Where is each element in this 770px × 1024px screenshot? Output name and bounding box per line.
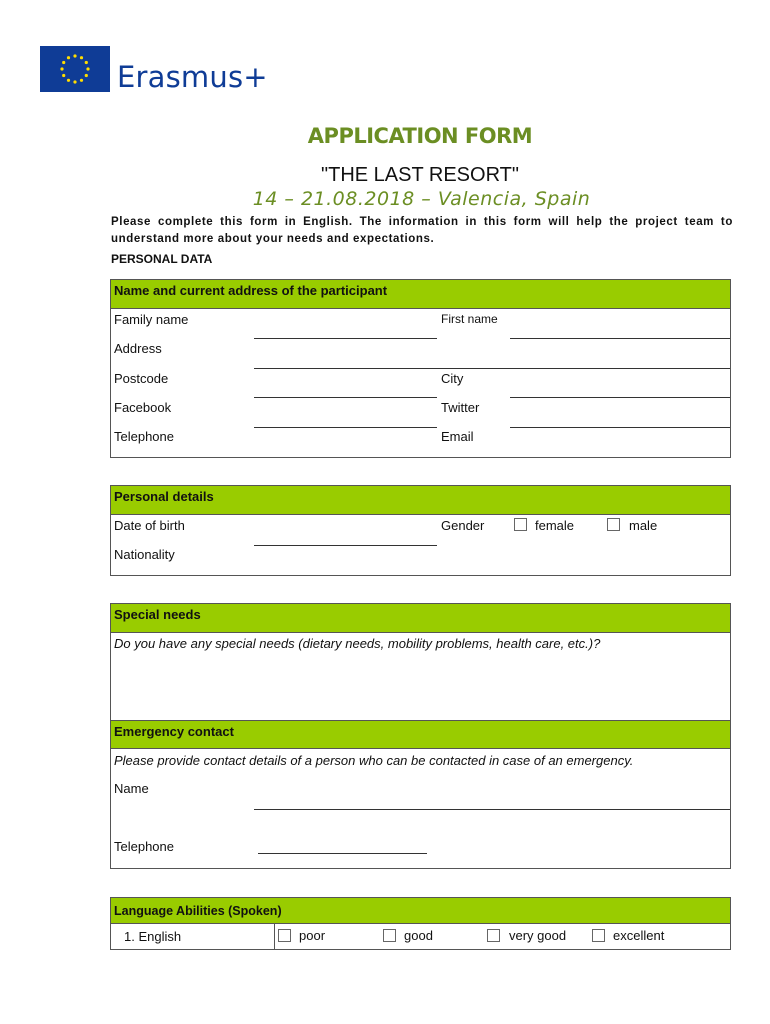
address-label: Address [114, 341, 162, 356]
email-label: Email [441, 429, 474, 444]
address-section [110, 279, 731, 458]
language-row [111, 924, 730, 949]
very-good-label: very good [509, 928, 567, 943]
male-label: male [629, 518, 658, 533]
emergency-contact-header: Emergency contact [111, 720, 730, 749]
language-section-header: Language Abilities (Spoken) [111, 898, 730, 924]
city-label: City [441, 371, 464, 386]
female-checkbox[interactable] [514, 518, 527, 531]
good-checkbox[interactable] [383, 929, 396, 942]
erasmus-logo [40, 46, 268, 94]
language-label: 1. English [124, 929, 182, 944]
excellent-checkbox[interactable] [592, 929, 605, 942]
date-of-birth-field[interactable] [254, 545, 437, 546]
good-label: good [404, 928, 433, 943]
twitter-field[interactable] [510, 427, 730, 428]
facebook-field[interactable] [254, 427, 437, 428]
emergency-instruction: Please provide contact details of a person who can be contacted in case of an emergency. [114, 753, 634, 768]
form-title: APPLICATION FORM [307, 124, 533, 148]
nationality-label: Nationality [114, 547, 175, 562]
excellent-label: excellent [613, 928, 665, 943]
personal-details-header: Personal details [111, 486, 730, 515]
emergency-telephone-label: Telephone [114, 839, 174, 854]
female-label: female [535, 518, 575, 533]
poor-label: poor [299, 928, 326, 943]
family-name-label: Family name [114, 312, 189, 327]
first-name-label: First name [441, 312, 498, 326]
male-checkbox[interactable] [607, 518, 620, 531]
city-field[interactable] [510, 397, 730, 398]
project-dates: 14 – 21.08.2018 – Valencia, Spain [252, 188, 591, 210]
twitter-label: Twitter [441, 400, 480, 415]
gender-label: Gender [441, 518, 485, 533]
personal-data-heading: PERSONAL DATA [111, 252, 213, 266]
poor-checkbox[interactable] [278, 929, 291, 942]
date-of-birth-label: Date of birth [114, 518, 185, 533]
language-section [110, 897, 731, 950]
eu-flag-icon [40, 46, 110, 92]
family-name-field[interactable] [254, 338, 437, 339]
postcode-field[interactable] [254, 397, 437, 398]
project-title: "THE LAST RESORT" [321, 164, 519, 186]
address-field[interactable] [254, 368, 730, 369]
special-needs-answer-area[interactable] [111, 654, 730, 720]
special-needs-header: Special needs [111, 604, 730, 633]
address-section-header: Name and current address of the participant [111, 280, 730, 309]
special-needs-question: Do you have any special needs (dietary needs, mobility problems, health care, etc.)? [114, 636, 601, 651]
special-needs-section [110, 603, 731, 869]
emergency-name-field[interactable] [254, 809, 730, 810]
facebook-label: Facebook [114, 400, 172, 415]
first-name-field[interactable] [510, 338, 730, 339]
very-good-checkbox[interactable] [487, 929, 500, 942]
emergency-name-label: Name [114, 781, 149, 796]
telephone-label: Telephone [114, 429, 174, 444]
personal-details-section [110, 485, 731, 576]
brand-name: Erasmus+ [117, 60, 268, 94]
postcode-label: Postcode [114, 371, 169, 386]
intro-text: Please complete this form in English. The information in this form will help the project team to understand more about your needs and expectations. [111, 216, 733, 245]
emergency-telephone-field[interactable] [258, 853, 427, 854]
